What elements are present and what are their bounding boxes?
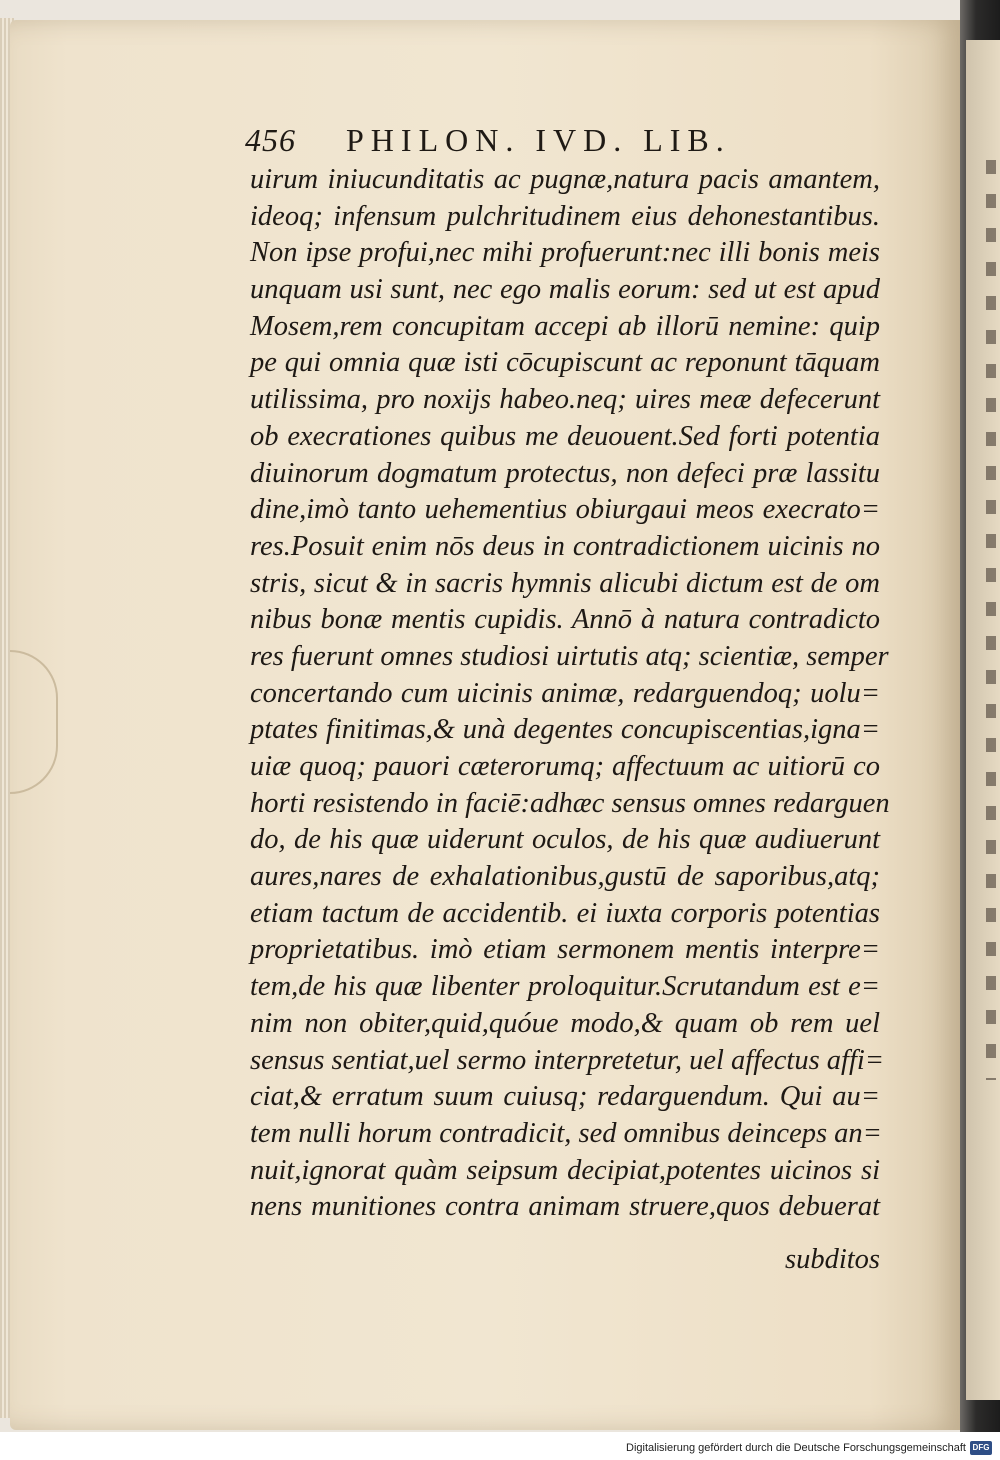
- text-line: res fuerunt omnes studiosi uirtutis atq; scientiæ, semper: [250, 640, 889, 672]
- footer-bar: [0, 1432, 1000, 1460]
- text-line: uiæ quoq; pauori cæterorumq; affectuum ac uitiorū co: [250, 751, 880, 782]
- text-line: nim non obiter,quid,quóue modo,& quam ob rem uel: [250, 1007, 880, 1039]
- text-line: nibus bonæ mentis cupidis. Annō à natura contradicto: [250, 604, 880, 636]
- text-line: utilissima, pro noxijs habeo.neq; uires meæ defecerunt: [250, 384, 880, 416]
- text-line: nuit,ignorat quàm seipsum decipiat,potentes uicinos si: [250, 1154, 880, 1186]
- text-line: Non ipse profui,nec mihi profuerunt:nec illi bonis meis: [250, 237, 880, 269]
- text-line: dine,imò tanto uehementius obiurgaui meos execrato=: [250, 494, 880, 526]
- text-line: tem nulli horum contradicit, sed omnibus deinceps an=: [250, 1117, 882, 1149]
- page-number: 456: [245, 122, 296, 158]
- text-line: concertando cum uicinis animæ, redarguendoq; uolu=: [250, 677, 880, 709]
- text-line: tem,de his quæ libenter proloquitur.Scrutandum est e=: [250, 971, 880, 1003]
- text-line: sensus sentiat,uel sermo interpretetur, uel affectus affi=: [250, 1044, 885, 1076]
- text-line: do, de his quæ uiderunt oculos, de his quæ audiuerunt: [250, 824, 880, 856]
- text-line: stris, sicut & in sacris hymnis alicubi dictum est de om: [250, 567, 880, 599]
- text-line: ciat,& erratum suum cuiusq; redarguendum. Qui au=: [250, 1081, 880, 1113]
- text-line: etiam tactum de accidentib. ei iuxta corporis potentias: [250, 897, 880, 929]
- text-line: nens munitiones contra animam struere,quos debuerat: [250, 1191, 880, 1223]
- text-line: pe qui omnia quæ isti cōcupiscunt ac reponunt tāquam: [250, 347, 880, 379]
- facing-page-edge: [966, 40, 1000, 1400]
- text-line: unquam usi sunt, nec ego malis eorum: sed ut est apud: [250, 274, 880, 306]
- running-title: PHILON. IVD. LIB.: [346, 122, 731, 158]
- dfg-logo: DFG: [970, 1441, 992, 1455]
- text-line: aures,nares de exhalationibus,gustū de saporibus,atq;: [250, 861, 880, 893]
- catchword: subditos: [785, 1244, 881, 1275]
- text-line: ideoq; infensum pulchritudinem eius dehonestantibus.: [250, 200, 880, 232]
- page-header: [245, 122, 805, 166]
- text-line: res.Posuit enim nōs deus in contradictionem uicinis no: [250, 530, 880, 562]
- text-line: horti resistendo in faciē:adhæc sensus omnes redarguen: [250, 787, 890, 819]
- text-line: uirum iniucunditatis ac pugnæ,natura pacis amantem,: [250, 164, 880, 195]
- text-line: diuinorum dogmatum protectus, non defeci præ lassitu: [250, 457, 880, 489]
- text-line: Mosem,rem concupitam accepi ab illorū nemine: quip: [250, 310, 880, 342]
- body-text: [250, 162, 890, 1226]
- funding-credit: Digitalisierung gefördert durch die Deutsche Forschungsgemeinschaft: [626, 1442, 966, 1454]
- text-line: proprietatibus. imò etiam sermonem mentis interpre=: [250, 934, 880, 966]
- text-line: ptates finitimas,& unà degentes concupiscentias,igna=: [250, 714, 880, 746]
- facing-page-text-glimpse: [986, 160, 996, 1080]
- text-line: ob execrationes quibus me deuouent.Sed forti potentia: [250, 420, 880, 452]
- page-fold-mark: [10, 650, 58, 794]
